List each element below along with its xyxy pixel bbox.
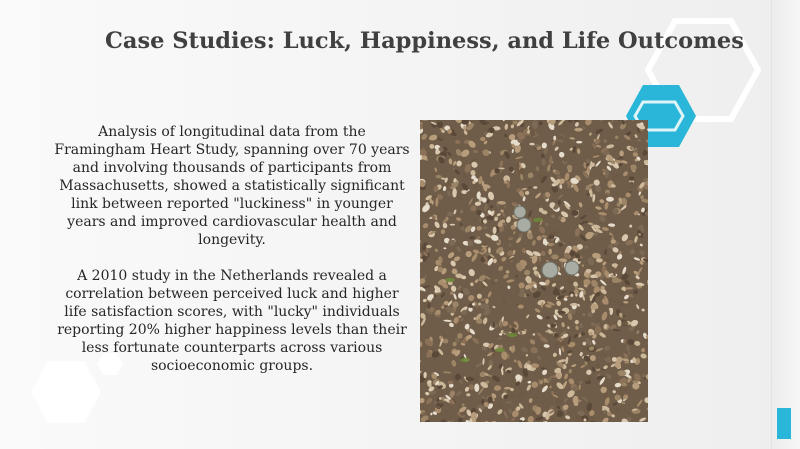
paragraph-framingham: Analysis of longitudinal data from the Framingham Heart Study, spanning over 70 years and involving thousands of participants from Massachusetts, showed a statistically significant link between reported "luckiness" in younger years and improved cardiovascular health and longevity. [54, 124, 410, 248]
gravel-with-coins-photo [420, 120, 648, 422]
gravel-texture [420, 120, 648, 422]
accent-bar [777, 408, 791, 439]
paragraph-netherlands: A 2010 study in the Netherlands revealed a correlation between perceived luck and higher life satisfaction scores, with "lucky" individuals reporting 20% higher happiness levels than their less fortunate counterparts across various socioeconomic groups. [57, 268, 407, 374]
slide-title: Case Studies: Luck, Happiness, and Life Outcomes [105, 28, 744, 54]
slide-body [52, 123, 412, 375]
slide-right-edge [771, 0, 800, 449]
